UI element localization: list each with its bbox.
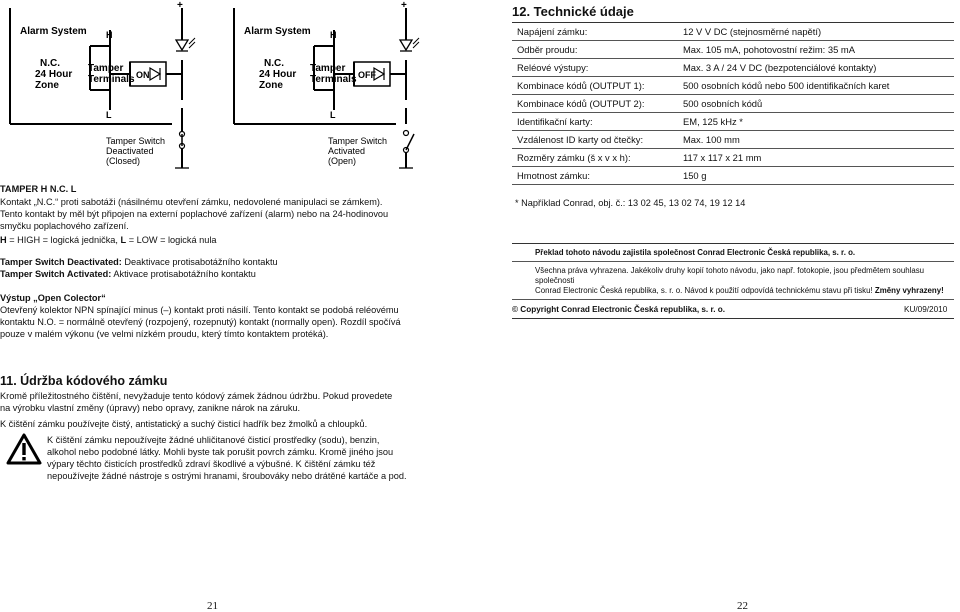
spec-value: Max. 105 mA, pohotovostní režim: 35 mA [683, 44, 855, 55]
switch-meaning: Aktivace protisabotážního kontaktu [111, 269, 256, 279]
led-icon-right [400, 38, 419, 51]
spec-value: EM, 125 kHz * [683, 116, 743, 127]
tamper-paragraph [0, 196, 470, 232]
tamper-paragraph-line: Kontakt „N.C.“ proti sabotáži (násilnému otevření zámku, nedovolené manipulaci se zámkem). [0, 197, 383, 207]
h-definition: = HIGH = logická jednička, [6, 235, 121, 245]
spec-row [512, 167, 954, 185]
left-zone-line1: 24 Hour [35, 69, 73, 80]
spec-label: Kombinace kódů (OUTPUT 1): [517, 80, 645, 91]
translation-note: Překlad tohoto návodu zajistila společnost Conrad Electronic Česká republika, s. r. o. [535, 248, 856, 257]
right-terminals-label: Terminals [310, 74, 357, 85]
switch-def-line [0, 268, 278, 280]
output-heading: Výstup „Open Colector“ [0, 293, 106, 303]
rights-line [535, 286, 951, 296]
output-diode-icon-left [150, 68, 160, 80]
rights-emphasis: Změny vyhrazeny! [874, 286, 944, 295]
left-tamper-label: Tamper [88, 63, 124, 74]
output-paragraph-line: pouze v malém výkonu (ve velmi nízkém proudu, který tímto kontaktem protéká). [0, 329, 329, 339]
plus-sign-left: + [177, 0, 183, 11]
high-low-definition [0, 234, 217, 246]
imprint-bottom-border [512, 318, 954, 319]
spec-value: 117 x 117 x 21 mm [683, 152, 762, 163]
l-definition: = LOW = logická nula [126, 235, 217, 245]
page-number-left: 21 [207, 600, 218, 612]
switch-def-line [0, 256, 278, 268]
spec-value: Max. 3 A / 24 V DC (bezpotenciálové kontakty) [683, 62, 877, 73]
imprint-divider [512, 299, 954, 300]
left-state-label: ON [136, 70, 150, 80]
spec-label: Napájení zámku: [517, 26, 588, 37]
spec-row [512, 59, 954, 77]
spec-label: Rozměry zámku (š x v x h): [517, 152, 631, 163]
left-switch-line2: Deactivated [106, 146, 154, 156]
warning-line: alkohol nebo podobné látky. Mohli byste tak porušit povrch zámku. Kromě jiného jsou [47, 447, 394, 457]
warning-paragraph [47, 434, 467, 482]
right-nc-label: N.C. [264, 58, 284, 69]
right-tamper-label: Tamper [310, 63, 346, 74]
warning-line: výpary těchto čisticích prostředků zdraví škodlivé a výbušné. K čištění zámku též [47, 459, 376, 469]
spec-value: 500 osobních kódů nebo 500 identifikačních karet [683, 80, 890, 91]
tamper-paragraph-line: Tento kontakt by měl být připojen na externí poplachové zařízení (alarm) nebo na 24-hodinovou [0, 209, 389, 219]
tamper-switch-open-icon [404, 131, 415, 153]
switch-term: Tamper Switch Activated: [0, 269, 112, 279]
spec-row [512, 113, 954, 131]
left-terminals-label: Terminals [88, 74, 135, 85]
warning-line: K čištění zámku nepoužívejte žádné uhličitanové čisticí prostředky (sodu), benzin, [47, 435, 380, 445]
switch-term: Tamper Switch Deactivated: [0, 257, 122, 267]
left-switch-line1: Tamper Switch [106, 136, 166, 146]
right-zone-line2: Zone [259, 80, 283, 91]
spec-row [512, 23, 954, 41]
right-l-label: L [330, 110, 336, 120]
spec-label: Reléové výstupy: [517, 62, 589, 73]
footnote: * Například Conrad, obj. č.: 13 02 45, 13 02 74, 19 12 14 [515, 198, 746, 208]
l-abbrev: L [120, 235, 127, 245]
left-h-label: H [106, 30, 113, 40]
spec-label: Odběr proudu: [517, 44, 578, 55]
left-zone-line2: Zone [35, 80, 59, 91]
spec-value: Max. 100 mm [683, 134, 740, 145]
plus-sign-right: + [401, 0, 407, 11]
spec-row [512, 149, 954, 167]
spec-value: 150 g [683, 170, 707, 181]
warning-icon [6, 433, 42, 465]
imprint-top-border [512, 243, 954, 244]
rights-text: Conrad Electronic Česká republika, s. r. o. Návod k použití odpovídá technickému stavu při tisku! [535, 286, 875, 295]
output-paragraph-line: kontaktu N.O. = normálně otevřený (rozpojený, rozepnutý) kontakt (normally open). Rozdíl spočívá [0, 317, 401, 327]
led-icon-left [176, 38, 195, 51]
tamper-circuit-diagram [0, 0, 480, 172]
output-paragraph-line: Otevřený kolektor NPN spínající minus (–) kontakt proti násilí. Tento kontakt se podobá reléovému [0, 305, 399, 315]
left-switch-line3: (Closed) [106, 156, 141, 166]
spec-value: 12 V V DC (stejnosměrné napětí) [683, 26, 822, 37]
tamper-paragraph-line: smyčku poplachového zařízení. [0, 221, 129, 231]
output-paragraph [0, 304, 470, 340]
spec-label: Vzdálenost ID karty od čtečky: [517, 134, 644, 145]
switch-definitions [0, 256, 278, 280]
copyright-line: © Copyright Conrad Electronic Česká republika, s. r. o. [512, 305, 726, 314]
maintenance-line: Kromě příležitostného čištění, nevyžaduje tento kódový zámek žádnou údržbu. Pokud provedete [0, 391, 393, 401]
tamper-switch-closed-icon [180, 132, 185, 149]
technical-data-heading: 12. Technické údaje [512, 4, 634, 19]
right-switch-line2: Activated [328, 146, 366, 156]
cleaning-paragraph: K čištění zámku používejte čistý, antistatický a suchý čisticí hadřík bez žmolků a chloupků. [0, 419, 368, 429]
spec-label: Hmotnost zámku: [517, 170, 590, 181]
spec-label: Identifikační karty: [517, 116, 593, 127]
right-zone-line1: 24 Hour [259, 69, 297, 80]
right-switch-line3: (Open) [328, 156, 357, 166]
maintenance-heading: 11. Údržba kódového zámku [0, 374, 168, 388]
spec-row [512, 131, 954, 149]
spec-row [512, 95, 954, 113]
left-nc-label: N.C. [40, 58, 60, 69]
spec-row [512, 77, 954, 95]
rights-line: Všechna práva vyhrazena. Jakékoliv druhy kopií tohoto návodu, jako např. fotokopie, jsou předmětem souhlasu [535, 266, 925, 275]
spec-value: 500 osobních kódů [683, 98, 763, 109]
spec-row [512, 41, 954, 59]
right-state-label: OFF [358, 70, 376, 80]
page-number-right: 22 [737, 600, 748, 612]
right-alarm-system-label: Alarm System [244, 26, 311, 37]
spec-label: Kombinace kódů (OUTPUT 2): [517, 98, 645, 109]
right-h-label: H [330, 30, 337, 40]
imprint-divider [512, 261, 954, 262]
tamper-heading: TAMPER H N.C. L [0, 184, 77, 194]
left-alarm-system-label: Alarm System [20, 26, 87, 37]
left-l-label: L [106, 110, 112, 120]
right-switch-line1: Tamper Switch [328, 136, 388, 146]
h-abbrev: H [0, 235, 7, 245]
rights-notice [535, 266, 951, 296]
switch-meaning: Deaktivace protisabotážního kontaktu [121, 257, 278, 267]
maintenance-line: na výrobku vlastní změny (úpravy) nebo opravy, zanikne nárok na záruku. [0, 403, 301, 413]
maintenance-paragraph [0, 390, 470, 414]
warning-line: nepoužívejte žádné nástroje s ostrými hranami, šroubováky nebo drátěné kartáče a pod. [47, 471, 407, 481]
document-code: KU/09/2010 [904, 305, 948, 314]
rights-line: společnosti [535, 276, 575, 285]
